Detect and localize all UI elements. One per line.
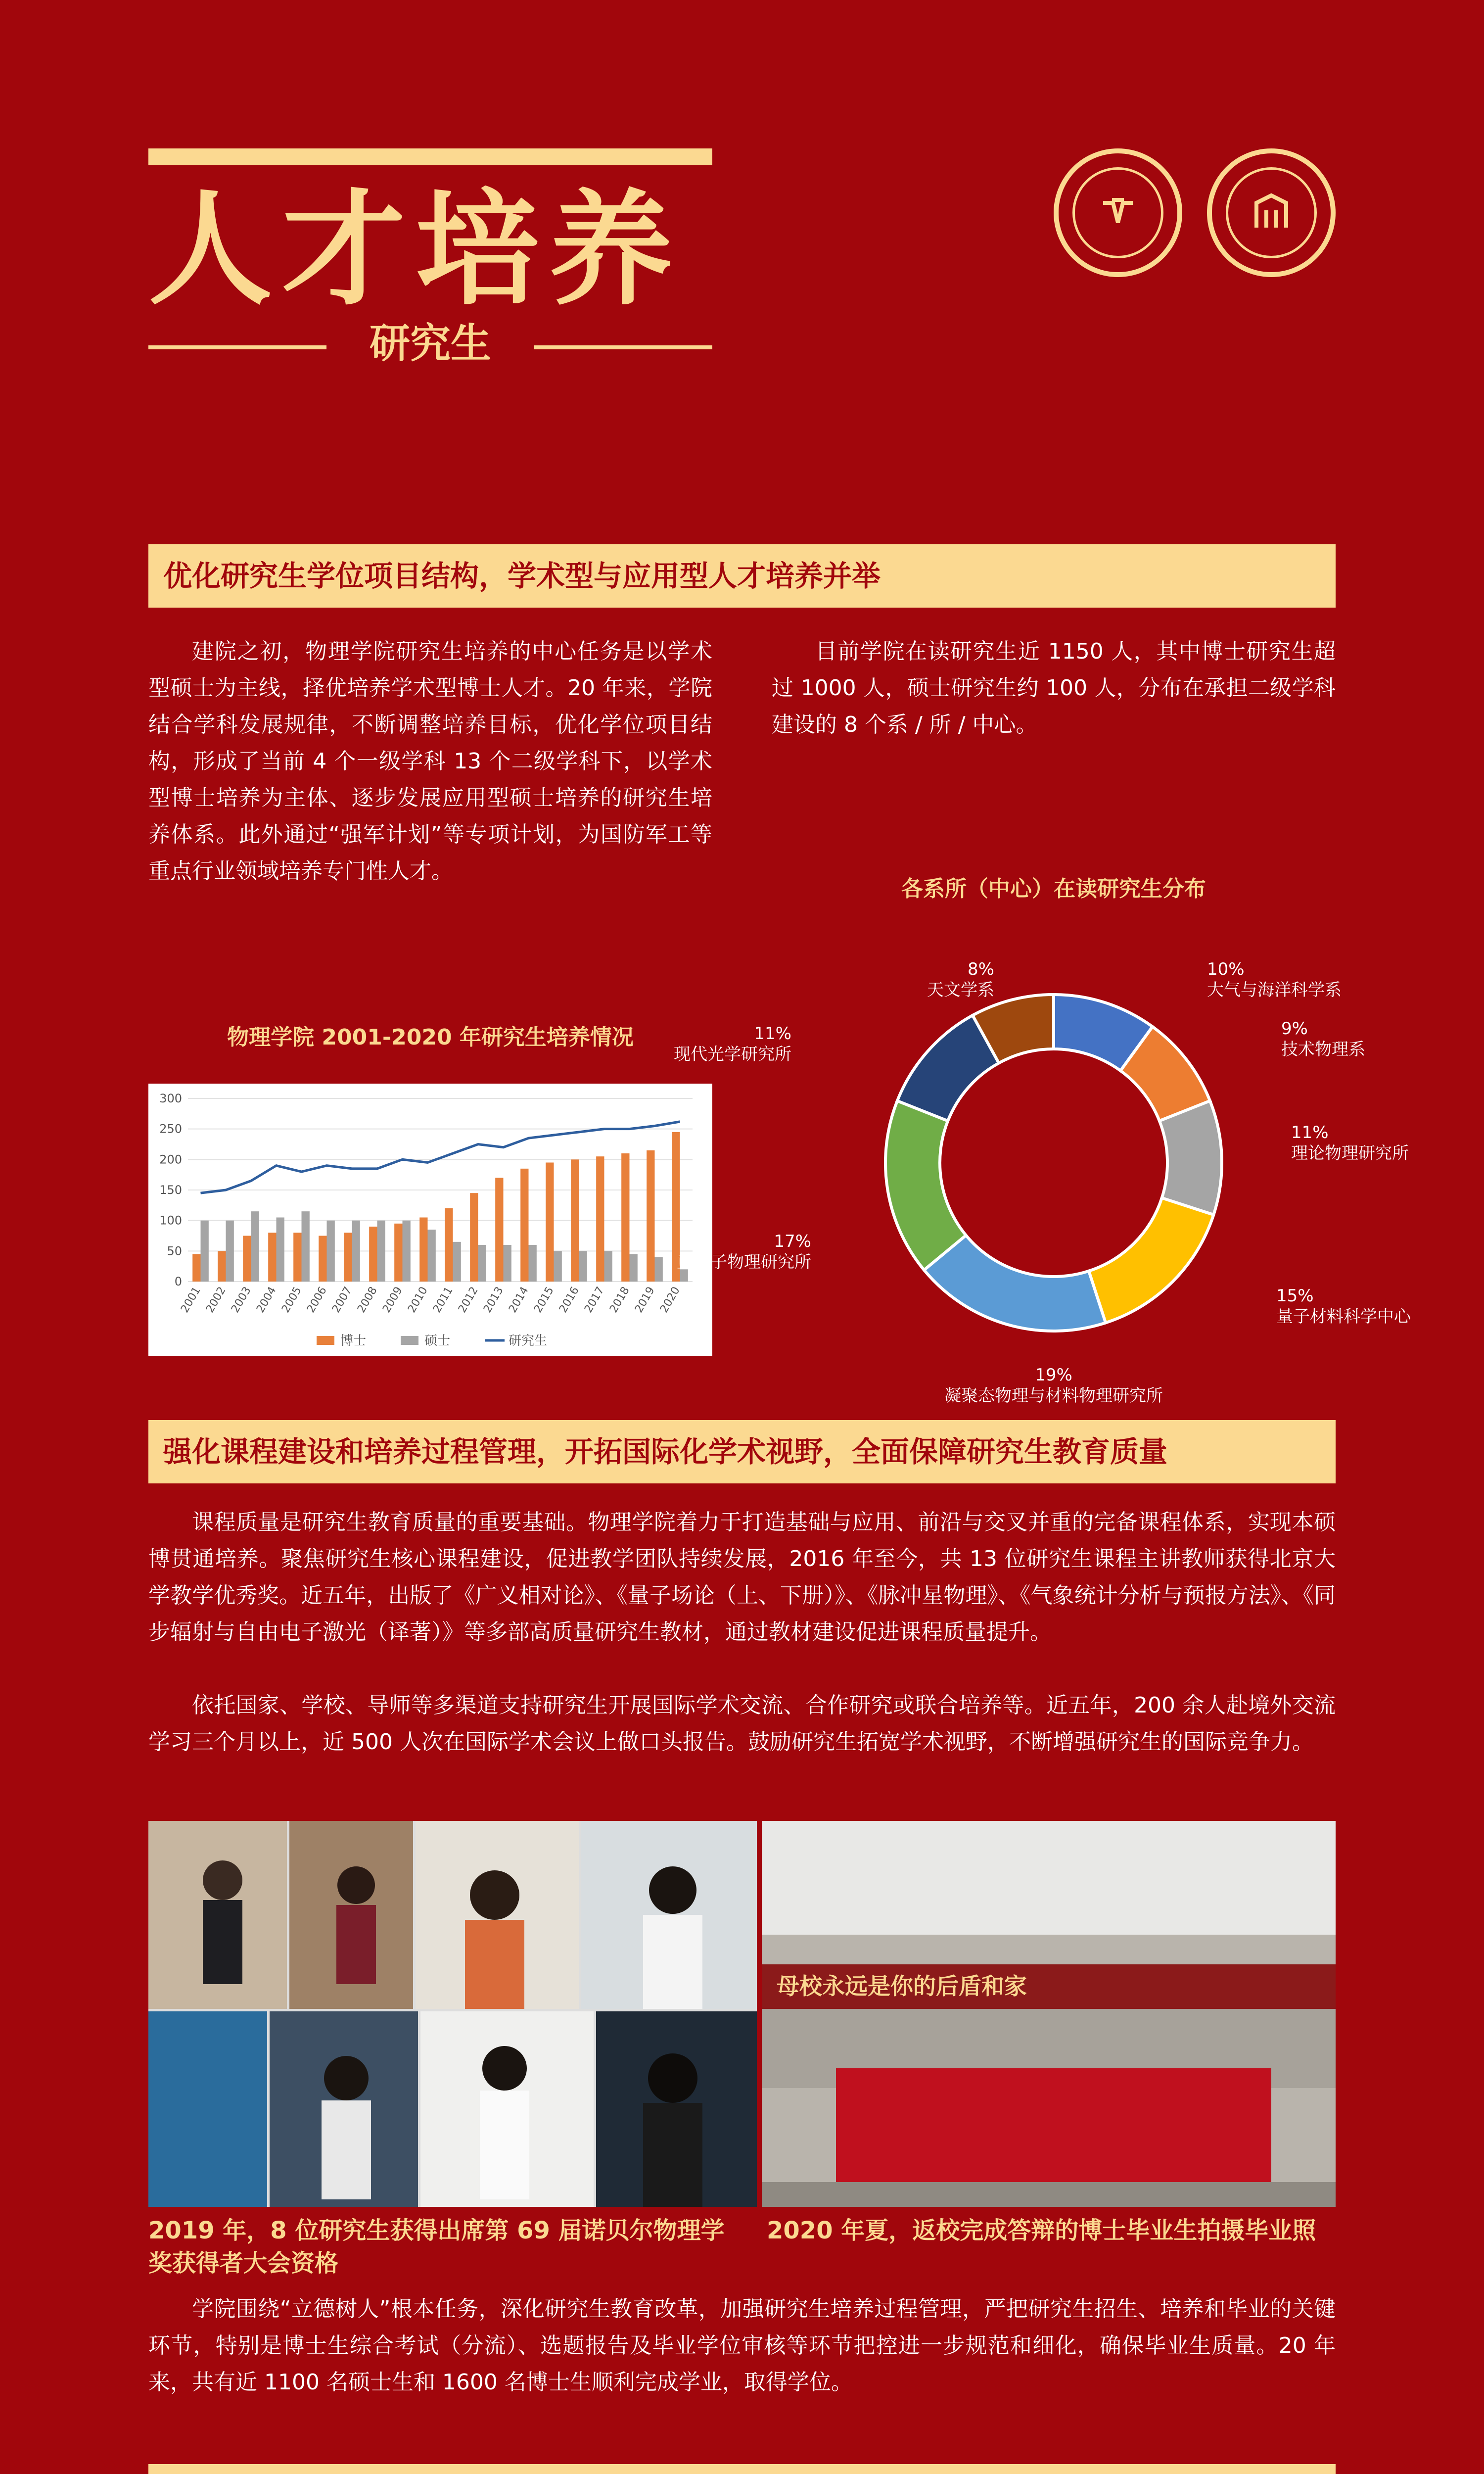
chart1-xtick: 2006 [305,1285,329,1315]
chart1-bar-硕士 [302,1211,310,1282]
chart1-bar-博士 [192,1254,200,1282]
chart2-slice-label: 15%量子材料科学中心 [1276,1286,1411,1327]
chart1-legend-label: 研究生 [509,1333,548,1348]
peking-university-seal-icon [1054,148,1182,277]
chart1-bar-博士 [419,1218,427,1282]
chart1-bar-博士 [546,1163,554,1282]
chart1-bar-博士 [445,1208,453,1282]
chart1-ytick: 200 [159,1152,182,1167]
chart1-ytick: 250 [159,1122,182,1136]
graduation-group-photo [762,1821,1336,2207]
chart1-svg [148,1084,712,1356]
chart1-bar-博士 [495,1178,503,1282]
nobel-laureate-meeting-photo-collage [148,1821,757,2207]
chart1-xtick: 2007 [330,1285,355,1315]
chart1-xtick: 2010 [406,1285,430,1315]
chart1-bar-硕士 [579,1251,587,1282]
chart2-slice [924,1236,1106,1331]
photo-right-caption: 2020 年夏，返校完成答辩的博士毕业生拍摄毕业照 [767,2217,1316,2244]
chart1-ytick: 150 [159,1183,182,1197]
chart1-xtick: 2002 [204,1285,229,1315]
chart1-line-研究生 [201,1122,680,1193]
chart1-xtick: 2016 [557,1285,582,1315]
chart2-slice-label: 19%凝聚态物理与材料物理研究所 [944,1365,1163,1406]
chart1-bar-硕士 [327,1221,335,1282]
chart1-xtick: 2020 [658,1285,683,1315]
chart1-xtick: 2009 [380,1285,405,1315]
chart1-bar-硕士 [201,1221,209,1282]
chart1-xtick: 2003 [229,1285,254,1315]
section2-paragraph-1: 课程质量是研究生教育质量的重要基础。物理学院着力于打造基础与应用、前沿与交叉并重的完备课程体系，实现本硕博贯通培养。聚焦研究生核心课程建设，促进教学团队持续发展，2016 年至今，共 13 位研究生课程主讲教师获得北京大学教学优秀奖。近五年，出版了《广义相对论》、《量子场论（上、下册）》、《脉冲星物理》、《气象统计分析与预报方法》、《同步辐射与自由电子激光（译著）》等多部高质量研究生教材，通过教材建设促进课程质量提升。 [148,1510,1336,1645]
section2-heading: 强化课程建设和培养过程管理，开拓国际化学术视野，全面保障研究生教育质量 [148,1420,1336,1483]
section1-heading: 优化研究生学位项目结构，学术型与应用型人才培养并举 [148,544,1336,608]
chart1-bar-硕士 [352,1221,360,1282]
chart1-bar-博士 [571,1159,579,1282]
section2-paragraph-2: 依托国家、学校、导师等多渠道支持研究生开展国际学术交流、合作研究或联合培养等。近五年，200 余人赴境外交流学习三个月以上，近 500 人次在国际学术会议上做口头报告。鼓励研究生拓宽学术视野，不断增强研究生的国际竞争力。 [148,1693,1336,1755]
chart2-slice-label: 10%大气与海洋科学系 [1207,959,1342,1000]
chart1-title: 物理学院 2001-2020 年研究生培养情况 [227,1025,634,1050]
chart1-bar-硕士 [377,1221,385,1282]
chart1-ytick: 300 [159,1092,182,1105]
chart1-xtick: 2017 [582,1285,607,1315]
chart1-bar-博士 [647,1150,654,1282]
chart1-xtick: 2019 [633,1285,657,1315]
section3-heading [148,2464,1336,2474]
graduation-banner-text: 母校永远是你的后盾和家 [777,1973,1027,1999]
page-title: 人才培养 [148,178,683,322]
chart1-xtick: 2011 [431,1285,456,1315]
chart1-bar-博士 [218,1251,226,1282]
chart1-bar-硕士 [277,1218,284,1282]
chart1-xtick: 2014 [507,1285,531,1315]
chart1-bar-硕士 [251,1211,259,1282]
chart1-bar-博士 [268,1233,276,1282]
chart1-bar-硕士 [554,1251,562,1282]
chart1-xtick: 2004 [254,1285,279,1315]
chart1-bar-博士 [369,1227,377,1282]
chart1-bar-硕士 [504,1245,511,1282]
chart1-ytick: 0 [174,1275,182,1288]
chart2-slice [1159,1101,1222,1215]
school-of-physics-seal-icon [1207,148,1336,277]
chart1-bar-硕士 [478,1245,486,1282]
chart1-bar-硕士 [630,1254,638,1282]
chart1-xtick: 2005 [279,1285,304,1315]
chart1-xtick: 2012 [456,1285,481,1315]
chart1-xtick: 2013 [481,1285,506,1315]
chart1-xtick: 2018 [607,1285,632,1315]
chart2-slice-label: 11%理论物理研究所 [1291,1123,1409,1163]
chart2-slice-label: 8%天文学系 [927,959,994,1000]
chart2-slice [885,1101,966,1270]
chart2-svg [674,955,1411,1406]
chart1-ytick: 50 [167,1244,182,1258]
chart1-bar-硕士 [655,1257,663,1282]
chart1-bar-硕士 [529,1245,537,1282]
section1-paragraph-right: 目前学院在读研究生近 1150 人，其中博士研究生超过 1000 人，硕士研究生约 100 人，分布在承担二级学科建设的 8 个系 / 所 / 中心。 [772,639,1336,737]
chart1-legend-swatch [401,1336,418,1345]
section1-paragraph-left: 建院之初，物理学院研究生培养的中心任务是以学术型硕士为主线，择优培养学术型博士人才。20 年来，学院结合学科发展规律，不断调整培养目标，优化学位项目结构，形成了当前 4 个一级学科 13 个二级学科下，以学术型博士培养为主体、逐步发展应用型硕士培养的研究生培养体系。此外通过“强军计划”等专项计划，为国防军工等重点行业领域培养专门性人才。 [148,639,712,884]
chart1-xtick: 2008 [355,1285,380,1315]
chart1-bar-硕士 [403,1221,411,1282]
chart2-slice-label: 17%重离子物理研究所 [677,1232,811,1272]
chart1-bar-博士 [520,1169,528,1282]
chart1-bar-硕士 [604,1251,612,1282]
chart1-bar-博士 [596,1156,604,1282]
chart1-bar-博士 [470,1193,478,1282]
chart2-title: 各系所（中心）在读研究生分布 [901,876,1206,902]
chart1-xtick: 2001 [179,1285,203,1315]
chart1-bar-博士 [394,1224,402,1282]
chart1-bar-硕士 [453,1242,461,1282]
chart1-bar-博士 [319,1236,326,1282]
chart1-bar-博士 [243,1236,251,1282]
title-top-bar [148,148,712,165]
photo-left-caption: 2019 年，8 位研究生获得出席第 69 届诺贝尔物理学奖获得者大会资格 [148,2217,725,2277]
chart2-slice-label: 9%技术物理系 [1281,1019,1365,1059]
chart1-ytick: 100 [159,1213,182,1228]
chart1-legend-label: 硕士 [424,1333,451,1348]
chart1-legend-swatch [317,1336,334,1345]
chart1-bar-博士 [344,1233,352,1282]
chart1-bar-硕士 [226,1221,234,1282]
chart1-bar-硕士 [428,1230,436,1282]
chart1-bar-博士 [621,1153,629,1282]
chart2-slice [1089,1198,1213,1323]
chart2-slice-label: 11%现代光学研究所 [674,1024,791,1064]
chart1-legend-label: 博士 [340,1333,367,1348]
chart1-bar-博士 [293,1233,301,1282]
section2-paragraph-3: 学院围绕“立德树人”根本任务，深化研究生教育改革，加强研究生培养过程管理，严把研究生招生、培养和毕业的关键环节，特别是博士生综合考试（分流）、选题报告及毕业学位审核等环节把控进一步规范和细化，确保毕业生质量。20 年来，共有近 1100 名硕士生和 1600 名博士生顺利完成学业，取得学位。 [148,2296,1336,2395]
chart1-xtick: 2015 [532,1285,556,1315]
page-subtitle: 研究生 [369,320,491,367]
chart1-panel [148,1084,712,1356]
